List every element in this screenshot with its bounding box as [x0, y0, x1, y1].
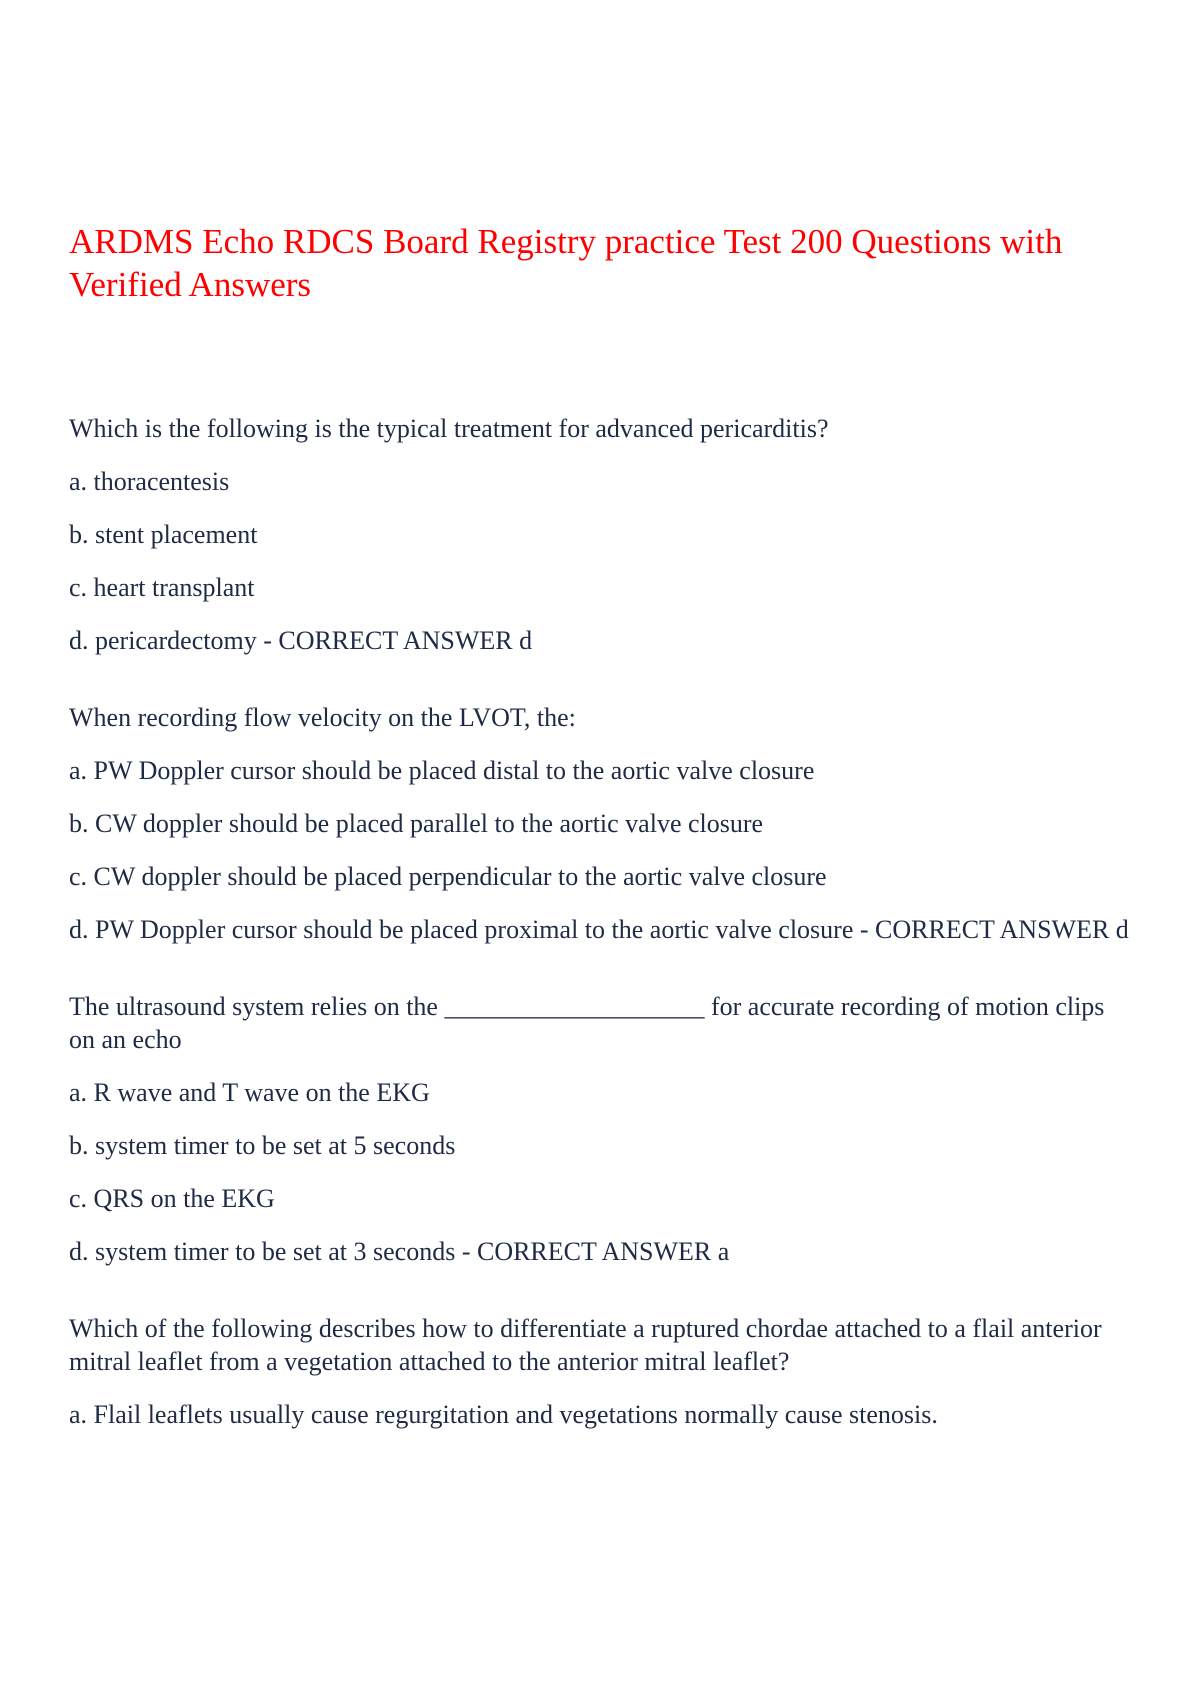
answer-option: c. heart transplant: [69, 573, 255, 602]
answer-option: b. system timer to be set at 5 seconds: [69, 1131, 456, 1160]
question-text: The ultrasound system relies on the ____________________ for accurate recording of motion clips on an echo: [69, 992, 1105, 1054]
answer-option: c. CW doppler should be placed perpendicular to the aortic valve closure: [69, 862, 827, 891]
question-list: [69, 412, 1129, 1475]
answer-option: b. stent placement: [69, 520, 258, 549]
answer-option: b. CW doppler should be placed parallel to the aortic valve closure: [69, 809, 764, 838]
question-2: [69, 701, 1129, 946]
question-text: When recording flow velocity on the LVOT, the:: [69, 703, 576, 732]
answer-option: d. pericardectomy - CORRECT ANSWER d: [69, 626, 533, 655]
answer-option: a. Flail leaflets usually cause regurgitation and vegetations normally cause stenosis.: [69, 1400, 938, 1429]
answer-option: d. system timer to be set at 3 seconds - CORRECT ANSWER a: [69, 1237, 730, 1266]
answer-option: a. thoracentesis: [69, 467, 230, 496]
question-text: Which is the following is the typical treatment for advanced pericarditis?: [69, 414, 829, 443]
question-1: [69, 412, 1129, 657]
answer-option: c. QRS on the EKG: [69, 1184, 275, 1213]
question-3: [69, 990, 1129, 1268]
question-4: [69, 1312, 1129, 1431]
document-title: ARDMS Echo RDCS Board Registry practice Test 200 Questions with Verified Answers: [69, 222, 1063, 304]
answer-option: d. PW Doppler cursor should be placed proximal to the aortic valve closure - CORRECT ANSWER d: [69, 915, 1129, 944]
question-text: Which of the following describes how to differentiate a ruptured chordae attached to a flail anterior mitral leaflet from a vegetation attached to the anterior mitral leaflet?: [69, 1314, 1102, 1376]
answer-option: a. PW Doppler cursor should be placed distal to the aortic valve closure: [69, 756, 815, 785]
answer-option: a. R wave and T wave on the EKG: [69, 1078, 430, 1107]
